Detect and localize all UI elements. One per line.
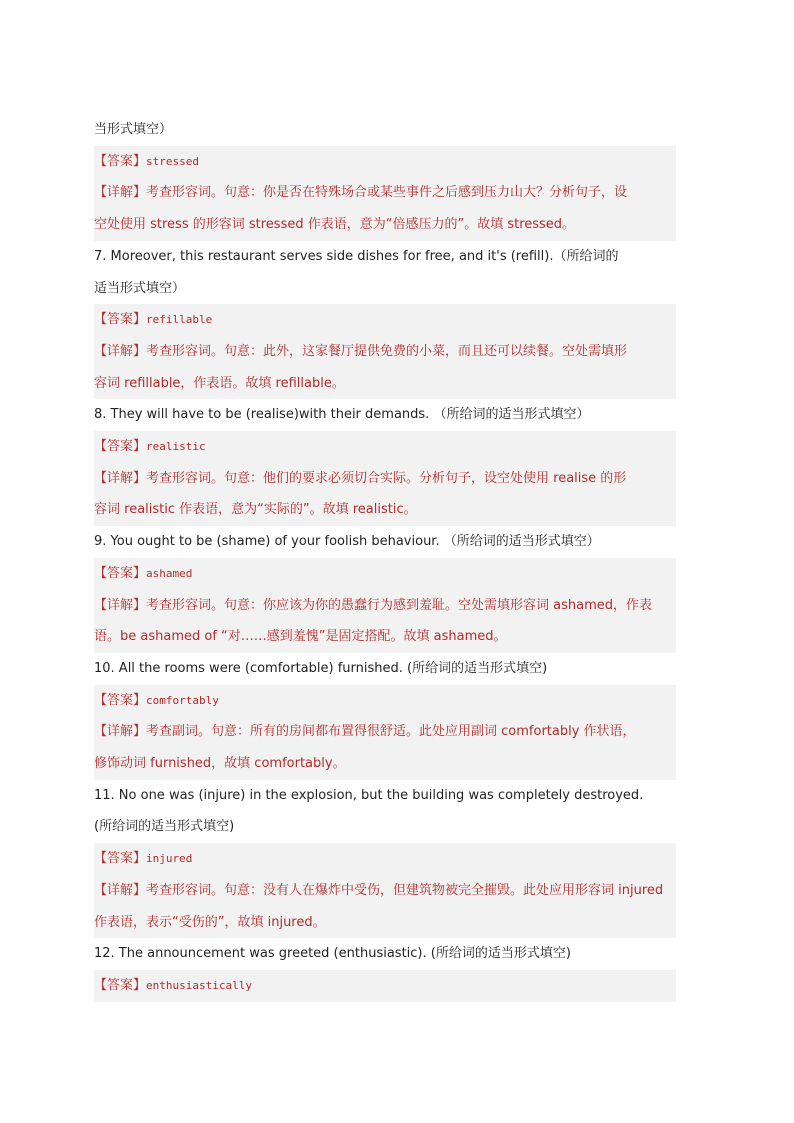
detail-label: 【详解】 xyxy=(94,470,147,486)
detail-row xyxy=(94,209,676,241)
detail-row xyxy=(94,748,676,780)
detail-text: 修饰动词 furnished，故填 comfortably。 xyxy=(94,756,346,772)
question-text: 8. They will have to be (realise)with their demands. （所给词的适当形式填空） xyxy=(94,407,590,423)
question-text: 当形式填空） xyxy=(94,122,173,137)
detail-row xyxy=(94,463,676,495)
detail-row xyxy=(94,907,676,939)
exercise-item xyxy=(94,399,676,526)
answer-label: 【答案】 xyxy=(94,851,147,867)
answer-value: realistic xyxy=(146,440,206,454)
detail-row xyxy=(94,177,676,209)
detail-text: 作表语，表示“受伤的”，故填 injured。 xyxy=(94,914,326,930)
detail-text: 容词 refillable，作表语。故填 refillable。 xyxy=(94,375,345,391)
exercise-item xyxy=(94,241,676,400)
answer-row xyxy=(94,304,676,336)
detail-label: 【详解】 xyxy=(94,882,147,898)
exercise-list xyxy=(94,114,676,1002)
answer-row xyxy=(94,558,676,590)
detail-label: 【详解】 xyxy=(94,724,147,740)
detail-text: 考查形容词。句意：他们的要求必须切合实际。分析句子，设空处使用 realise 的形 xyxy=(146,470,627,486)
answer-row xyxy=(94,431,676,463)
answer-label: 【答案】 xyxy=(94,565,147,581)
answer-row xyxy=(94,146,676,178)
detail-row xyxy=(94,621,676,653)
detail-label: 【详解】 xyxy=(94,343,147,359)
detail-text: 考查形容词。句意：没有人在爆炸中受伤，但建筑物被完全摧毁。此处应用形容词 injured xyxy=(146,882,664,898)
detail-text: 考查形容词。句意：你应该为你的愚蠢行为感到羞耻。空处需填形容词 ashamed，作表 xyxy=(146,597,653,613)
exercise-item xyxy=(94,780,676,939)
answer-row xyxy=(94,685,676,717)
question-text: 12. The announcement was greeted (enthusiastic). (所给词的适当形式填空) xyxy=(94,946,571,962)
question-text: 11. No one was (injure) in the explosion, but the building was completely destroyed. xyxy=(94,787,644,803)
answer-value: comfortably xyxy=(146,693,219,707)
answer-value: ashamed xyxy=(146,566,193,580)
detail-text: 考查形容词。句意：你是否在特殊场合或某些事件之后感到压力山大？分析句子，设 xyxy=(146,185,628,201)
detail-text: 语。be ashamed of “对……感到羞愧”是固定搭配。故填 ashamed。 xyxy=(94,629,507,645)
question-text: 适当形式填空） xyxy=(94,280,186,296)
detail-row xyxy=(94,875,676,907)
answer-value: stressed xyxy=(146,154,199,168)
answer-label: 【答案】 xyxy=(94,977,147,993)
question-text: 9. You ought to be (shame) of your foolish behaviour. （所给词的适当形式填空） xyxy=(94,534,600,550)
exercise-item xyxy=(94,114,676,241)
answer-label: 【答案】 xyxy=(94,153,147,169)
detail-row xyxy=(94,716,676,748)
answer-row xyxy=(94,970,676,1002)
detail-text: 空处使用 stress 的形容词 stressed 作表语，意为“倍感压力的”。故填 stressed。 xyxy=(94,217,576,233)
detail-row xyxy=(94,494,676,526)
answer-value: enthusiastically xyxy=(146,978,252,992)
detail-text: 容词 realistic 作表语，意为“实际的”。故填 realistic。 xyxy=(94,502,417,518)
answer-label: 【答案】 xyxy=(94,692,147,708)
answer-row xyxy=(94,843,676,875)
exercise-item xyxy=(94,526,676,653)
detail-text: 考查副词。句意：所有的房间都布置得很舒适。此处应用副词 comfortably 作状语， xyxy=(146,724,636,740)
exercise-item xyxy=(94,653,676,780)
exercise-item xyxy=(94,938,676,1001)
question-text: 10. All the rooms were (comfortable) furnished. (所给词的适当形式填空) xyxy=(94,660,548,676)
detail-row xyxy=(94,336,676,368)
detail-row xyxy=(94,368,676,400)
answer-label: 【答案】 xyxy=(94,439,147,455)
answer-label: 【答案】 xyxy=(94,312,147,328)
question-text: (所给词的适当形式填空) xyxy=(94,819,235,835)
answer-value: refillable xyxy=(146,313,213,327)
answer-value: injured xyxy=(146,852,193,866)
detail-label: 【详解】 xyxy=(94,597,147,613)
question-text: 7. Moreover, this restaurant serves side dishes for free, and it's (refill).（所给词的 xyxy=(94,248,619,264)
detail-text: 考查形容词。句意：此外，这家餐厅提供免费的小菜，而且还可以续餐。空处需填形 xyxy=(146,343,628,359)
detail-label: 【详解】 xyxy=(94,185,147,201)
detail-row xyxy=(94,590,676,622)
